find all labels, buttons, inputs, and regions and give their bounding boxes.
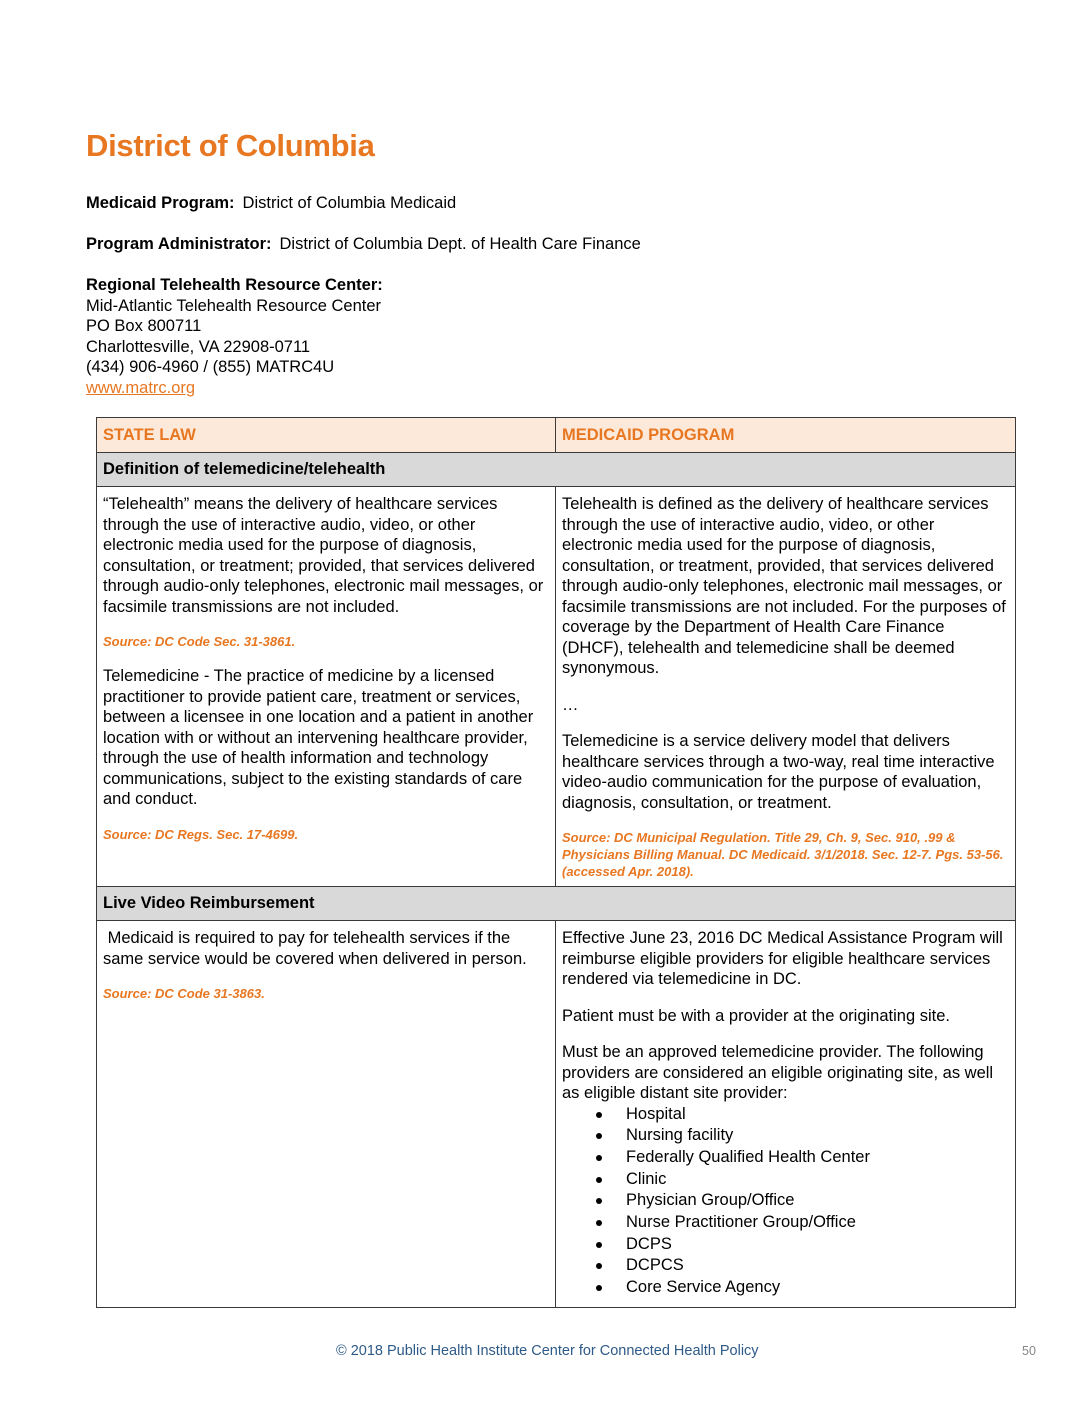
list-item: Federally Qualified Health Center: [562, 1147, 1009, 1169]
resource-center-label: Regional Telehealth Resource Center:: [86, 276, 383, 294]
medicaid-program-label: Medicaid Program:: [86, 194, 235, 212]
table-row: [97, 921, 1016, 1308]
resource-center-name: Mid-Atlantic Telehealth Resource Center: [86, 296, 382, 315]
page-number: 50: [1022, 1344, 1036, 1358]
resource-center-po-box: PO Box 800711: [86, 317, 202, 335]
bullet-icon: [596, 1155, 602, 1161]
list-item: Nursing facility: [562, 1125, 1009, 1147]
source-citation: Source: DC Regs. Sec. 17-4699.: [103, 826, 299, 842]
section-title-live-video: Live Video Reimbursement: [97, 887, 1016, 921]
header-state-law: STATE LAW: [97, 418, 556, 453]
list-item: Hospital: [562, 1104, 1009, 1126]
telehealth-policy-table: [96, 417, 1016, 1308]
state-law-cell: [97, 487, 556, 887]
section-row: [97, 453, 1016, 487]
bullet-icon: [596, 1133, 602, 1139]
bullet-icon: [596, 1285, 602, 1291]
medicaid-cell: [556, 921, 1016, 1308]
eligible-provider-list: [562, 1104, 1009, 1299]
medicaid-text: Patient must be with a provider at the originating site.: [562, 1006, 950, 1025]
bullet-icon: [596, 1263, 602, 1269]
medicaid-text: Effective June 23, 2016 DC Medical Assistance Program will reimburse eligible providers for eligible healthcare services rendered via telemedicine in DC.: [562, 929, 1003, 988]
bullet-icon: [596, 1198, 602, 1204]
section-row: [97, 887, 1016, 921]
medicaid-cell: [556, 487, 1016, 887]
medicaid-text: Telehealth is defined as the delivery of healthcare services through the use of interactive audio, video, or other electronic media used for the purpose of diagnosis, consultation, or treatment, provided, that services delivered through audio-only telephones, electronic mail messages, or facsimile transmissions are not included. For the purposes of coverage by the Department of Health Care Finance (DHCF), telehealth and telemedicine shall be deemed synonymous.: [562, 495, 1006, 677]
state-law-text: Medicaid is required to pay for telehealth services if the same service would be covered when delivered in person.: [103, 929, 527, 968]
bullet-icon: [596, 1177, 602, 1183]
medicaid-text: Must be an approved telemedicine provider. The following providers are considered an eligible originating site, as well as eligible distant site provider:: [562, 1043, 994, 1102]
list-item: DCPS: [562, 1234, 1009, 1256]
list-item: DCPCS: [562, 1255, 1009, 1277]
resource-center-link[interactable]: www.matrc.org: [86, 378, 196, 397]
section-title-definition: Definition of telemedicine/telehealth: [97, 453, 1016, 487]
source-citation: Source: DC Code Sec. 31-3861.: [103, 634, 296, 649]
source-citation: Source: DC Code 31-3863.: [103, 986, 265, 1001]
medicaid-text: Telemedicine is a service delivery model that delivers healthcare services through a two-way, real time interactive video-audio communication for the purpose of evaluation, diagnosis, consultation, or treatment.: [562, 732, 995, 812]
program-administrator-value: District of Columbia Dept. of Health Care Finance: [279, 235, 641, 253]
table-row: [97, 487, 1016, 887]
bullet-icon: [596, 1242, 602, 1248]
table-header-row: [97, 418, 1016, 453]
state-law-cell: [97, 921, 556, 1308]
bullet-icon: [596, 1220, 602, 1226]
resource-center-block: [86, 275, 383, 398]
resource-center-city: Charlottesville, VA 22908-0711: [86, 337, 311, 356]
program-administrator-label: Program Administrator:: [86, 235, 272, 253]
list-item: Nurse Practitioner Group/Office: [562, 1212, 1009, 1234]
state-law-text: Telemedicine - The practice of medicine by a licensed practitioner to provide patient care, treatment or services, between a licensee in one location and a patient in another location with or without an intervening healthcare provider, through the use of health information and technology communications, subject to the existing standards of care and conduct.: [103, 667, 534, 808]
medicaid-program-value: District of Columbia Medicaid: [242, 194, 457, 212]
resource-center-phone: (434) 906-4960 / (855) MATRC4U: [86, 358, 335, 376]
state-law-text: “Telehealth” means the delivery of healthcare services through the use of interactive audio, video, or other electronic media used for the purpose of diagnosis, consultation, or treatment; provided, that services delivered through audio-only telephones, electronic mail messages, or facsimile transmissions are not included.: [103, 495, 544, 616]
list-item: Clinic: [562, 1169, 1009, 1191]
medicaid-program-line: [86, 193, 456, 214]
ellipsis: …: [562, 695, 579, 714]
source-citation: Source: DC Municipal Regulation. Title 29, Ch. 9, Sec. 910, .99 & Physicians Billing Manual. DC Medicaid. 3/1/2018. Sec. 12-7. Pgs. 53-56. (accessed Apr. 2018).: [562, 830, 1004, 879]
program-administrator-line: [86, 234, 641, 255]
page-title: District of Columbia: [86, 128, 375, 163]
header-medicaid-program: MEDICAID PROGRAM: [556, 418, 1016, 453]
list-item: Core Service Agency: [562, 1277, 1009, 1299]
footer-copyright: © 2018 Public Health Institute Center for Connected Health Policy: [336, 1343, 759, 1359]
list-item: Physician Group/Office: [562, 1190, 1009, 1212]
bullet-icon: [596, 1112, 602, 1118]
